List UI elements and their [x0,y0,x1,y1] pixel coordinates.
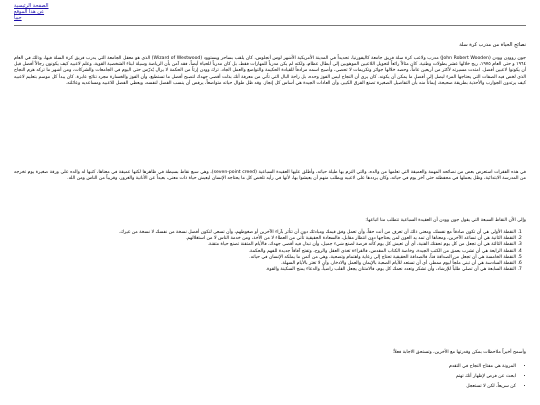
article-paragraph-2: في هذه الفقرات استعرض بعض من نصائحه المهمة والعميقة التي تعلمها من والده، والتي التزم بها طيلة حياته، وأطلق عليها العقيدة السباعية (seven-point creed)، وهي سبع نقاط بسيطة في ظاهرها لكنها عميقة في معناها، كتبها له والده على ورقة صغيرة يوم تخرجه من المدرسة الابتدائية، وظل يحملها في محفظته حتى آخر يوم في حياته، وكان يرددها على لاعبيه ويطلب منهم أن يعيشوا بها، لأنها في رأيه تلخص كل ما يحتاجه الإنسان ليعيش حياة ذات معنى، بعيداً عن الأنانية والغرور، وقريباً من الناس ومن الله. [14,170,526,182]
notes-list [14,364,526,391]
creed-item-6: 6. النقطة السادسة هي أن تبني ملجأً ليوم ممطر، أي أن تستعد للأيام الصعبة بالإيمان والعمل والادخار، وأن لا تغتر بالأيام السهلة. [14,261,516,267]
note-item-2: • ابحث عن فرص لإظهار أنك تهتم [14,374,516,380]
nav-link-jipa[interactable]: جيپا [14,15,22,22]
top-divider [14,25,526,26]
article-title: نصائح الحياة من مدرب كرة سلة [459,42,526,48]
article-paragraph-1: جون روودِن وودن (John Robert Wooden) مدرب ولاعب كرة سلة فريق جامعة كاليفورنيا، تحديداً في المدينة الأمريكية الأشهر لوس أنجلوس، كان يلقب بساحر ويستوود (Wizard of Westwood) الذي هو معقل الجامعة التي يدرب فريق كرة السلة فيها، وذلك في العام ١٩٦٤ و حتى العام ١٩٧٥، ربح خلالها عشر بطولات وطنية. كان مثالاً رائعاً لتحويل اللاعبين الموهوبين إلى أبطال عظام، ولكنه لم يكن مدرباً للمهارات فقط، بل كان مدرباً للحياة أيضاً، فقد آمن بأن الرياضة وسيلة لبناء الشخصية القوية، وعلم لاعبيه كيف يكونون رجالاً أفضل قبل أن يكونوا لاعبين أفضل. امتدت مسيرته لأكثر من أربعين عاماً، وحصد خلالها جوائز وتكريمات لا تحصى، وأصبح اسمه مرادفاً للقيادة الحكيمة والتواضع والعمل الجاد. ترك وودن إرثاً من الحكمة لا يزال يُدرّس حتى اليوم في الجامعات والشركات، ومن أشهر ما تركه هرم النجاح الذي لخص فيه الصفات التي يحتاجها المرء ليصل إلى أفضل ما يمكن أن يكونه. كان يرى أن النجاح ليس الفوز وحده، بل راحة البال التي تأتي من معرفة أنك بذلت أقصى جهدك لتصبح أفضل ما تستطيع، وأن الفوز والخسارة مجرد نتائج عابرة. كان يبدأ كل موسم بتعليم لاعبيه كيف يرتدون الجوارب والأحذية بطريقة صحيحة، إيماناً منه بأن التفاصيل الصغيرة تصنع الفرق الكبير، وأن العادات الجيدة هي أساس كل إنجاز. وقد ظل طوال حياته متواضعاً، يرفض أن ينسب الفضل لنفسه، ويعطي الفضل للاعبيه ومساعديه وعائلته. [14,56,526,86]
notes-container [14,364,526,391]
creed-list-container [14,230,526,273]
nav-link-home[interactable]: الصفحة الرئيسية [14,3,49,9]
creed-intro: وإلى الأن النقاط السبعة التي يقول جون وودن أن العقيدة السباعية تتطلب منا اتباعها: [365,218,526,223]
closing-line: وأسمح أخيراً ملاحظات بمكن وقدرتها مع الأخرين، وتستحق الاجابة فعلاً: [392,350,526,355]
creed-list [14,230,526,273]
creed-item-4: 4. النقطة الرابعة هي أن تشرب بعمق من الكتب الجيدة، وخاصة الكتاب المقدس، فالقراءة تغذي العقل والروح، وتفتح آفاقاً جديدة للفهم والحكمة. [14,249,516,255]
creed-item-3: 3. النقطة الثالثة هي أن تجعل من كل يوم تحفتك الفنية، أي أن تعيش كل يوم كأنه فرصة لصنع شيء جميل، وأن تبذل فيه أقصى جهدك، فالأيام المتقنة تصنع حياة متقنة. [14,242,516,248]
top-nav [14,3,49,22]
note-item-1: • المرونة هي مفتاح النجاح في التقدم [14,364,516,370]
creed-item-1: 1. النقطة الأولى هي أن تكون صادقاً مع نفسك، ومعنى ذلك أن تعرف من أنت حقاً، وأن تعمل وفق قيمك ومبادئك دون أن تتأثر بآراء الآخرين أو ضغوطهم، وأن تسعى لتكون أفضل نسخة من نفسك لا نسخة من غيرك. [14,230,516,236]
note-item-3: • كن سريعاً، لكن لا تستعجل [14,384,516,390]
creed-item-2: 2. النقطة الثانية هي أن تساعد الآخرين، ومعناها أن تمد يد العون لمن يحتاجها دون انتظار مقابل، فالسعادة الحقيقية تأتي من العطاء لا من الأخذ، ومن خدمة الناس لا من استغلالهم. [14,236,516,242]
nav-link-about[interactable]: عن هذا الموقع [14,9,45,16]
creed-item-7: 7. النقطة السابعة هي أن تصلي طلباً للإرشاد، وأن تشكر وتعدد نعمك كل يوم، فالامتنان يجعل القلب راضياً، والدعاء يمنح السكينة والقوة. [14,267,516,273]
creed-item-5: 5. النقطة الخامسة هي أن تجعل من الصداقة فناً، فالصداقة الحقيقية تحتاج إلى رعاية واهتمام وتضحية، وهي من أثمن ما يملكه الإنسان في حياته. [14,255,516,261]
